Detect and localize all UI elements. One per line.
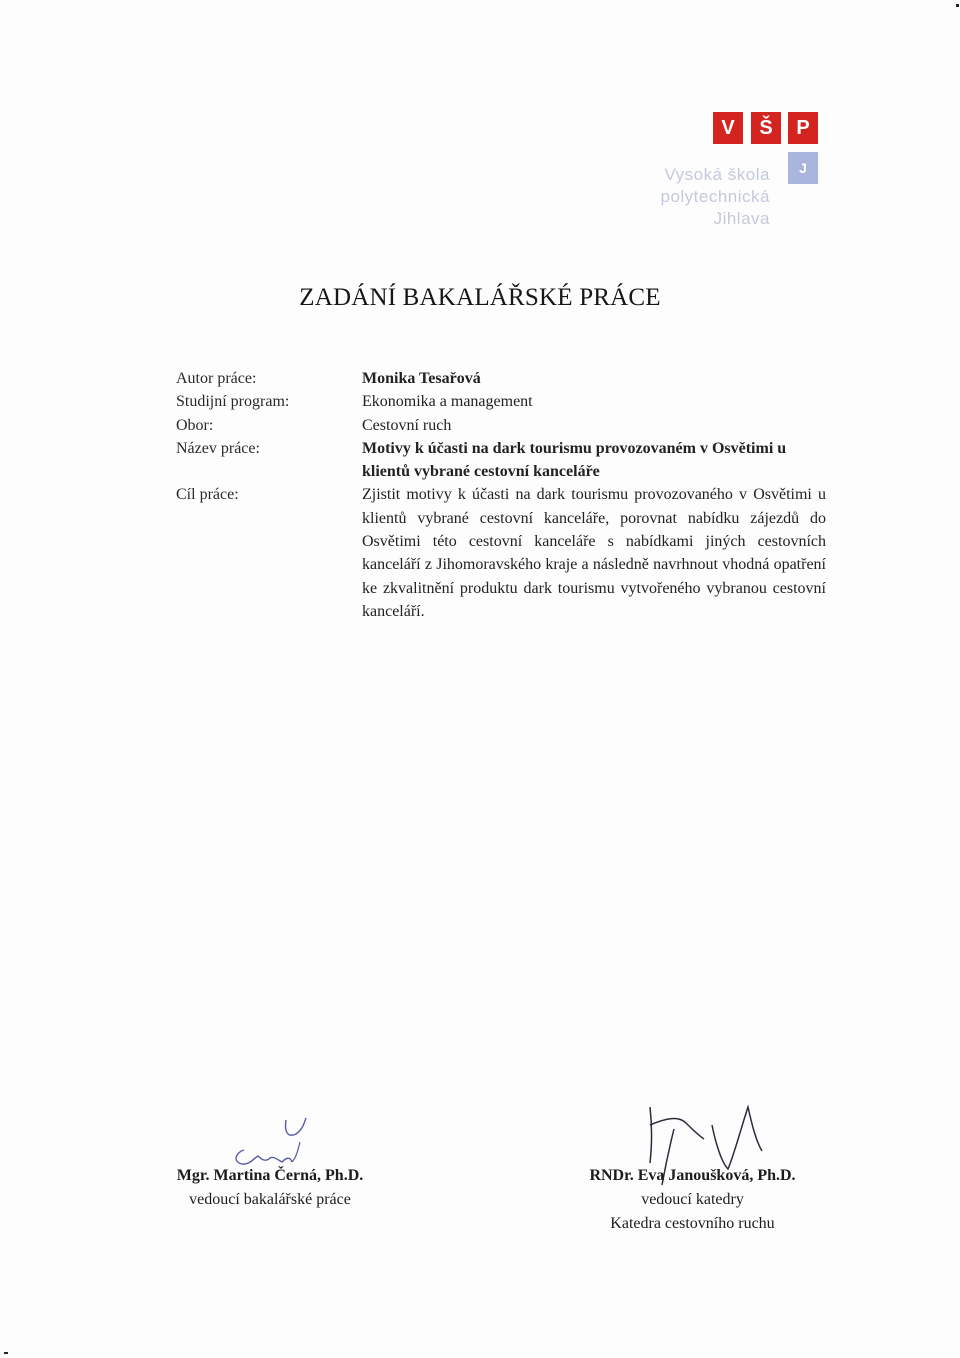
signature-name: RNDr. Eva Janoušková, Ph.D.: [589, 1167, 796, 1184]
signature-block-supervisor: [160, 1164, 380, 1212]
field-row-field: [176, 414, 826, 437]
field-value: Monika Tesařová: [362, 370, 481, 387]
field-label: Studijní program:: [176, 393, 290, 411]
field-row-program: [176, 390, 826, 413]
thesis-fields: [176, 367, 826, 623]
document-title: ZADÁNÍ BAKALÁŘSKÉ PRÁCE: [299, 284, 661, 311]
field-label: Název práce:: [176, 439, 260, 457]
field-value: Ekonomika a management: [362, 393, 533, 411]
signature-role: vedoucí katedry: [641, 1191, 744, 1208]
logo-school-line1: Vysoká škola: [664, 165, 770, 184]
field-row-thesis-title: [176, 437, 826, 484]
field-label: Obor:: [176, 416, 214, 434]
scan-speck: [4, 1352, 8, 1354]
logo-tile-j: J: [788, 152, 818, 184]
field-value: Cestovní ruch: [362, 416, 452, 434]
logo-school-line2: polytechnická: [660, 187, 770, 206]
field-value: Zjistit motivy k účasti na dark tourismu provozovaného v Osvětimi u klientů vybrané cestovní kanceláře, porovnat nabídku zájezdů do Osvětimi této cestovní kanceláře s nabídkami jiných cestovních kanceláří z Jihomoravského kraje a následně navrhnout vhodná opatření ke zkvalitnění produktu dark tourismu vytvořeného vybranou cestovní kanceláří.: [362, 486, 826, 620]
field-row-author: [176, 367, 826, 390]
signature-role: vedoucí bakalářské práce: [189, 1191, 351, 1208]
logo-tile-v: V: [713, 112, 743, 144]
field-value: Motivy k účasti na dark tourismu provozovaném v Osvětimi u klientů vybrané cestovní kanceláře: [362, 439, 787, 481]
scan-speck: [956, 4, 959, 7]
field-label: Cíl práce:: [176, 486, 239, 504]
field-row-goal: [176, 483, 826, 623]
signature-block-head: [575, 1164, 810, 1236]
signature-name: Mgr. Martina Černá, Ph.D.: [176, 1167, 364, 1184]
logo-school-line3: Jihlava: [713, 209, 770, 228]
field-label: Autor práce:: [176, 370, 257, 387]
vsp-logo: [650, 108, 825, 238]
handwritten-signature-left: [226, 1112, 326, 1172]
logo-tile-p: P: [788, 112, 818, 144]
logo-school-name: [660, 164, 770, 230]
signature-department: Katedra cestovního ruchu: [610, 1215, 775, 1232]
logo-tile-s: Š: [751, 112, 781, 144]
